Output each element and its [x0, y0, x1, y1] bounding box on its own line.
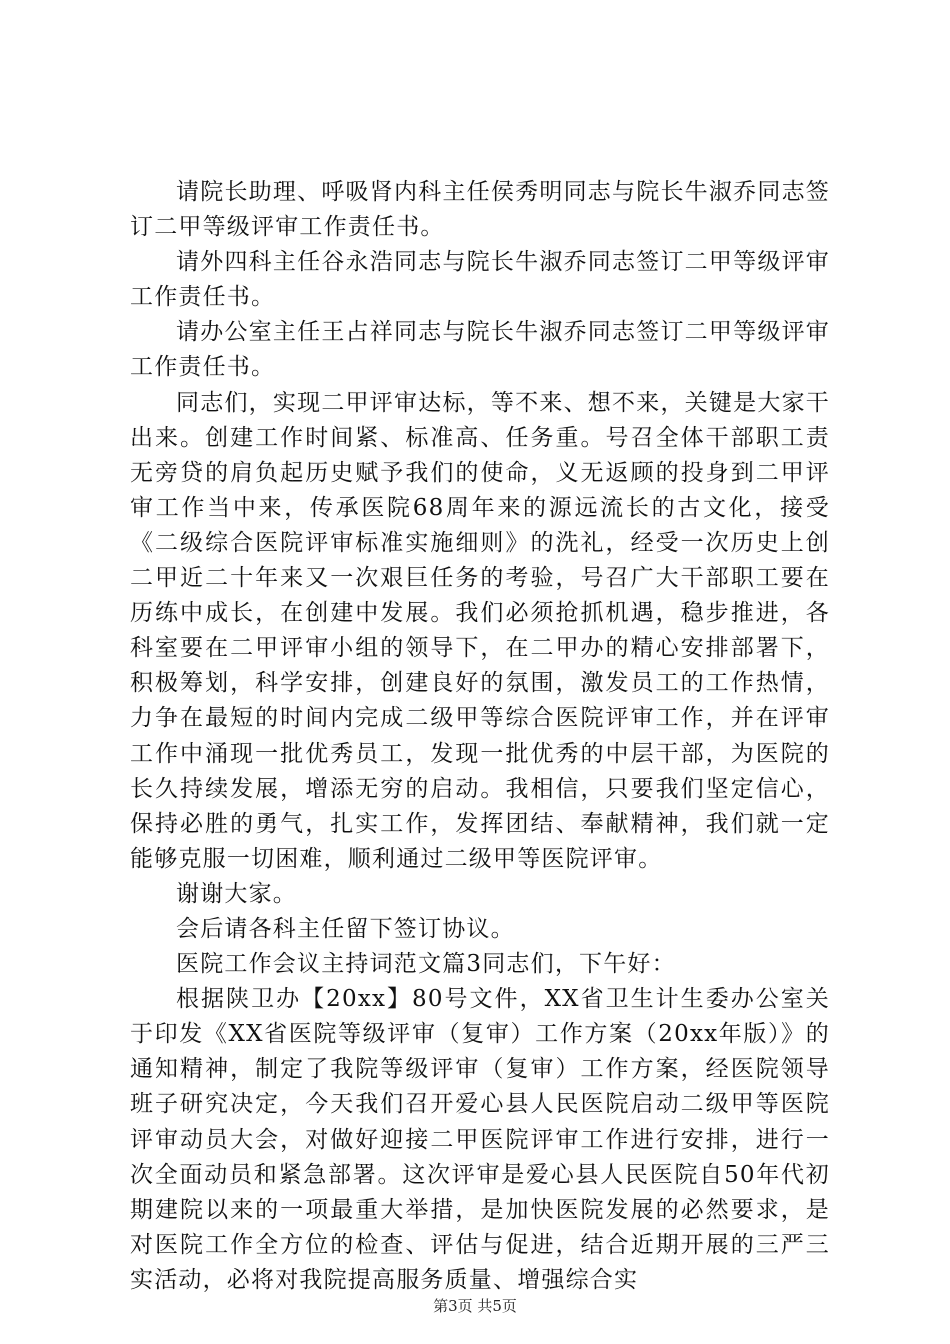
paragraph-signing-hou: 请院长助理、呼吸肾内科主任侯秀明同志与院长牛淑乔同志签订二甲等级评审工作责任书。 [130, 179, 830, 241]
page-number-footer: 第3页 共5页 [433, 1297, 517, 1315]
paragraph-signing-gu: 请外四科主任谷永浩同志与院长牛淑乔同志签订二甲等级评审工作责任书。 [130, 249, 830, 311]
paragraph-signing-wang: 请办公室主任王占祥同志与院长牛淑乔同志签订二甲等级评审工作责任书。 [130, 319, 830, 381]
paragraph-mobilization: 同志们，实现二甲评审达标，等不来、想不来，关键是大家干出来。创建工作时间紧、标准高、任务重。号召全体干部职工责无旁贷的肩负起历史赋予我们的使命，义无返顾的投身到二甲评审工作当中来，传承医院68周年来的源远流长的古文化，接受《二级综合医院评审标准实施细则》的洗礼，经受一次历史上创二甲近二十年来又一次艰巨任务的考验，号召广大干部职工要在历练中成长，在创建中发展。我们必须抢抓机遇，稳步推进，各科室要在二甲评审小组的领导下，在二甲办的精心安排部署下，积极筹划，科学安排，创建良好的氛围，激发员工的工作热情，力争在最短的时间内完成二级甲等综合医院评审工作，并在评审工作中涌现一批优秀员工，发现一批优秀的中层干部，为医院的长久持续发展，增添无穷的启动。我相信，只要我们坚定信心，保持必胜的勇气，扎实工作，发挥团结、奉献精神，我们就一定能够克服一切困难，顺利通过二级甲等医院评审。 [130, 389, 830, 872]
paragraph-thanks: 谢谢大家。 [176, 880, 297, 907]
paragraph-section-title: 医院工作会议主持词范文篇3同志们，下午好： [176, 951, 676, 978]
paragraph-review-plan: 根据陕卫办【20xx】80号文件，XX省卫生计生委办公室关于印发《XX省医院等级评审（复审）工作方案（20xx年版）》的通知精神，制定了我院等级评审（复审）工作方案，经医院领导班子研究决定，今天我们召开爱心县人民医院启动二级甲等医院评审动员大会，对做好迎接二甲医院评审工作进行安排，进行一次全面动员和紧急部署。这次评审是爱心县人民医院自50年代初期建院以来的一项最重大举措，是加快医院发展的必然要求，是对医院工作全方位的检查、评估与促进，结合近期开展的三严三实活动，必将对我院提高服务质量、增强综合实 [130, 986, 830, 1293]
paragraph-after-meeting: 会后请各科主任留下签订协议。 [176, 915, 515, 942]
document-body [130, 175, 830, 1298]
